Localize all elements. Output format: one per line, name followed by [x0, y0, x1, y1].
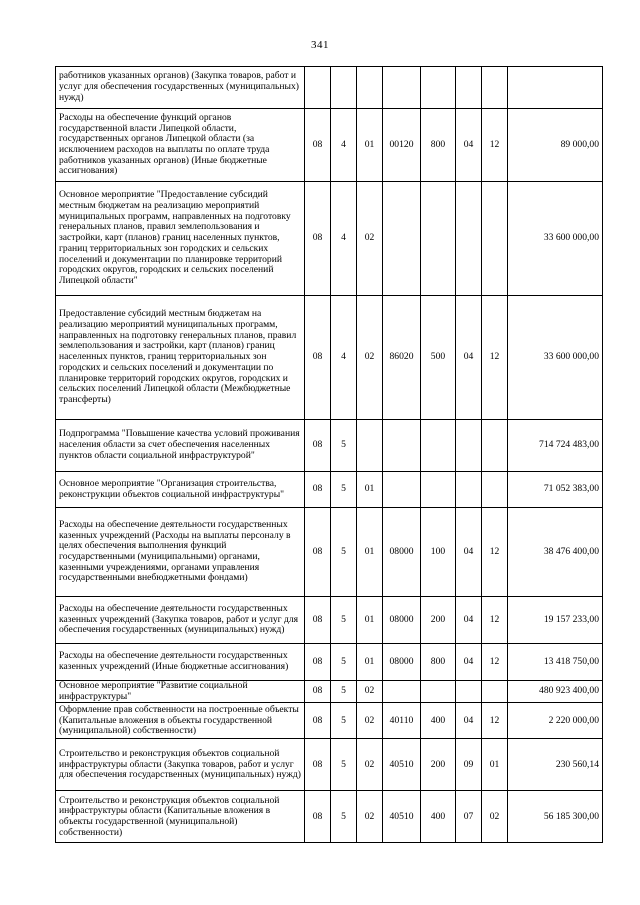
- table-row: [56, 681, 603, 703]
- expense-type-code-cell: 100: [421, 508, 456, 597]
- subprogram-code-cell: 4: [331, 182, 357, 296]
- expense-type-code-cell: 500: [421, 296, 456, 420]
- direction-code-cell: [383, 420, 421, 472]
- subprogram-code-cell: [331, 67, 357, 109]
- page-number: 341: [311, 39, 329, 51]
- subsection-code-cell: 12: [482, 296, 508, 420]
- subprogram-code-cell: 5: [331, 420, 357, 472]
- amount-cell: 89 000,00: [508, 109, 603, 182]
- main-event-code-cell: 02: [357, 703, 383, 739]
- main-event-code-cell: [357, 67, 383, 109]
- amount-cell: 56 185 300,00: [508, 791, 603, 843]
- program-code-cell: 08: [305, 681, 331, 703]
- subsection-code-cell: 12: [482, 703, 508, 739]
- table-row: [56, 703, 603, 739]
- amount-cell: 33 600 000,00: [508, 182, 603, 296]
- direction-code-cell: 08000: [383, 644, 421, 681]
- direction-code-cell: [383, 472, 421, 508]
- row-name-cell: Расходы на обеспечение деятельности государственных казенных учреждений (Расходы на выплаты персоналу в целях обеспечения выполнения функций государственными (муниципальными) органами, казенными учреждениями, органами управления государственными внебюджетными фондами): [56, 508, 305, 597]
- subprogram-code-cell: 5: [331, 703, 357, 739]
- program-code-cell: 08: [305, 508, 331, 597]
- subsection-code-cell: [482, 681, 508, 703]
- subsection-code-cell: 12: [482, 597, 508, 644]
- main-event-code-cell: 01: [357, 597, 383, 644]
- section-code-cell: [456, 67, 482, 109]
- main-event-code-cell: 02: [357, 296, 383, 420]
- program-code-cell: 08: [305, 703, 331, 739]
- section-code-cell: [456, 472, 482, 508]
- subsection-code-cell: 01: [482, 739, 508, 791]
- program-code-cell: 08: [305, 109, 331, 182]
- subsection-code-cell: 12: [482, 644, 508, 681]
- section-code-cell: 04: [456, 597, 482, 644]
- subsection-code-cell: 12: [482, 508, 508, 597]
- table-row: [56, 508, 603, 597]
- expense-type-code-cell: [421, 420, 456, 472]
- table-row: [56, 791, 603, 843]
- amount-cell: [508, 67, 603, 109]
- program-code-cell: 08: [305, 420, 331, 472]
- direction-code-cell: 40110: [383, 703, 421, 739]
- expense-type-code-cell: 400: [421, 703, 456, 739]
- subprogram-code-cell: 5: [331, 791, 357, 843]
- section-code-cell: 04: [456, 644, 482, 681]
- subprogram-code-cell: 5: [331, 681, 357, 703]
- table-row: [56, 420, 603, 472]
- section-code-cell: 04: [456, 703, 482, 739]
- direction-code-cell: 08000: [383, 597, 421, 644]
- section-code-cell: 04: [456, 508, 482, 597]
- row-name-cell: Основное мероприятие "Предоставление субсидий местным бюджетам на реализацию мероприятий муниципальных программ, направленных на подготовку генеральных планов, правил землепользования и застройки, карт (планов) границ населенных пунктов, границ территориальных зон городских и сельских поселений и документации по планировке территорий городских округов, городских и сельских поселений Липецкой области": [56, 182, 305, 296]
- table-row: [56, 597, 603, 644]
- direction-code-cell: 86020: [383, 296, 421, 420]
- main-event-code-cell: 01: [357, 109, 383, 182]
- section-code-cell: [456, 420, 482, 472]
- table-row: [56, 67, 603, 109]
- row-name-cell: Оформление прав собственности на построенные объекты (Капитальные вложения в объекты государственной (муниципальной) собственности): [56, 703, 305, 739]
- subprogram-code-cell: 5: [331, 472, 357, 508]
- main-event-code-cell: 02: [357, 182, 383, 296]
- subprogram-code-cell: 4: [331, 296, 357, 420]
- amount-cell: 230 560,14: [508, 739, 603, 791]
- subsection-code-cell: [482, 182, 508, 296]
- expense-type-code-cell: [421, 67, 456, 109]
- subsection-code-cell: 12: [482, 109, 508, 182]
- direction-code-cell: 00120: [383, 109, 421, 182]
- program-code-cell: 08: [305, 296, 331, 420]
- expense-type-code-cell: [421, 472, 456, 508]
- row-name-cell: Основное мероприятие "Организация строительства, реконструкции объектов социальной инфраструктуры": [56, 472, 305, 508]
- table-row: [56, 296, 603, 420]
- program-code-cell: 08: [305, 472, 331, 508]
- main-event-code-cell: [357, 420, 383, 472]
- main-event-code-cell: 01: [357, 508, 383, 597]
- row-name-cell: Строительство и реконструкция объектов социальной инфраструктуры области (Закупка товаров, работ и услуг для обеспечения государственных (муниципальных) нужд): [56, 739, 305, 791]
- program-code-cell: 08: [305, 597, 331, 644]
- amount-cell: 19 157 233,00: [508, 597, 603, 644]
- expense-type-code-cell: 800: [421, 644, 456, 681]
- row-name-cell: Строительство и реконструкция объектов социальной инфраструктуры области (Капитальные вложения в объекты государственной (муниципальной) собственности): [56, 791, 305, 843]
- budget-table: [55, 66, 603, 843]
- main-event-code-cell: 02: [357, 791, 383, 843]
- direction-code-cell: [383, 681, 421, 703]
- direction-code-cell: 08000: [383, 508, 421, 597]
- table-row: [56, 182, 603, 296]
- expense-type-code-cell: [421, 182, 456, 296]
- subprogram-code-cell: 4: [331, 109, 357, 182]
- section-code-cell: 04: [456, 109, 482, 182]
- expense-type-code-cell: 400: [421, 791, 456, 843]
- main-event-code-cell: 01: [357, 644, 383, 681]
- main-event-code-cell: 02: [357, 739, 383, 791]
- direction-code-cell: [383, 182, 421, 296]
- subsection-code-cell: 02: [482, 791, 508, 843]
- expense-type-code-cell: 200: [421, 739, 456, 791]
- table-row: [56, 644, 603, 681]
- table-row: [56, 472, 603, 508]
- subprogram-code-cell: 5: [331, 644, 357, 681]
- row-name-cell: Предоставление субсидий местным бюджетам на реализацию мероприятий муниципальных программ, направленных на подготовку генеральных планов, правил землепользования и застройки, карт (планов) границ населенных пунктов, границ территориальных зон городских и сельских поселений и документации по планировке территорий городских округов, городских и сельских поселений Липецкой области (Межбюджетные трансферты): [56, 296, 305, 420]
- program-code-cell: 08: [305, 739, 331, 791]
- row-name-cell: Подпрограмма "Повышение качества условий проживания населения области за счет обеспечения населенных пунктов области социальной инфраструктурой": [56, 420, 305, 472]
- subsection-code-cell: [482, 472, 508, 508]
- section-code-cell: [456, 681, 482, 703]
- row-name-cell: Расходы на обеспечение функций органов государственной власти Липецкой области, государственных органов Липецкой области (за исключением расходов на выплаты по оплате труда работников указанных органов) (Иные бюджетные ассигнования): [56, 109, 305, 182]
- subsection-code-cell: [482, 420, 508, 472]
- subprogram-code-cell: 5: [331, 739, 357, 791]
- direction-code-cell: 40510: [383, 739, 421, 791]
- program-code-cell: 08: [305, 182, 331, 296]
- row-name-cell: работников указанных органов) (Закупка товаров, работ и услуг для обеспечения государственных (муниципальных) нужд): [56, 67, 305, 109]
- section-code-cell: [456, 182, 482, 296]
- subprogram-code-cell: 5: [331, 508, 357, 597]
- amount-cell: 38 476 400,00: [508, 508, 603, 597]
- row-name-cell: Расходы на обеспечение деятельности государственных казенных учреждений (Закупка товаров, работ и услуг для обеспечения государственных (муниципальных) нужд): [56, 597, 305, 644]
- program-code-cell: 08: [305, 791, 331, 843]
- direction-code-cell: [383, 67, 421, 109]
- table-row: [56, 109, 603, 182]
- amount-cell: 714 724 483,00: [508, 420, 603, 472]
- program-code-cell: 08: [305, 644, 331, 681]
- amount-cell: 480 923 400,00: [508, 681, 603, 703]
- table-row: [56, 739, 603, 791]
- subprogram-code-cell: 5: [331, 597, 357, 644]
- section-code-cell: 07: [456, 791, 482, 843]
- row-name-cell: Основное мероприятие "Развитие социальной инфраструктуры": [56, 681, 305, 703]
- expense-type-code-cell: [421, 681, 456, 703]
- section-code-cell: 04: [456, 296, 482, 420]
- expense-type-code-cell: 800: [421, 109, 456, 182]
- subsection-code-cell: [482, 67, 508, 109]
- amount-cell: 71 052 383,00: [508, 472, 603, 508]
- amount-cell: 33 600 000,00: [508, 296, 603, 420]
- expense-type-code-cell: 200: [421, 597, 456, 644]
- direction-code-cell: 40510: [383, 791, 421, 843]
- row-name-cell: Расходы на обеспечение деятельности государственных казенных учреждений (Иные бюджетные ассигнования): [56, 644, 305, 681]
- section-code-cell: 09: [456, 739, 482, 791]
- program-code-cell: [305, 67, 331, 109]
- amount-cell: 2 220 000,00: [508, 703, 603, 739]
- main-event-code-cell: 02: [357, 681, 383, 703]
- amount-cell: 13 418 750,00: [508, 644, 603, 681]
- main-event-code-cell: 01: [357, 472, 383, 508]
